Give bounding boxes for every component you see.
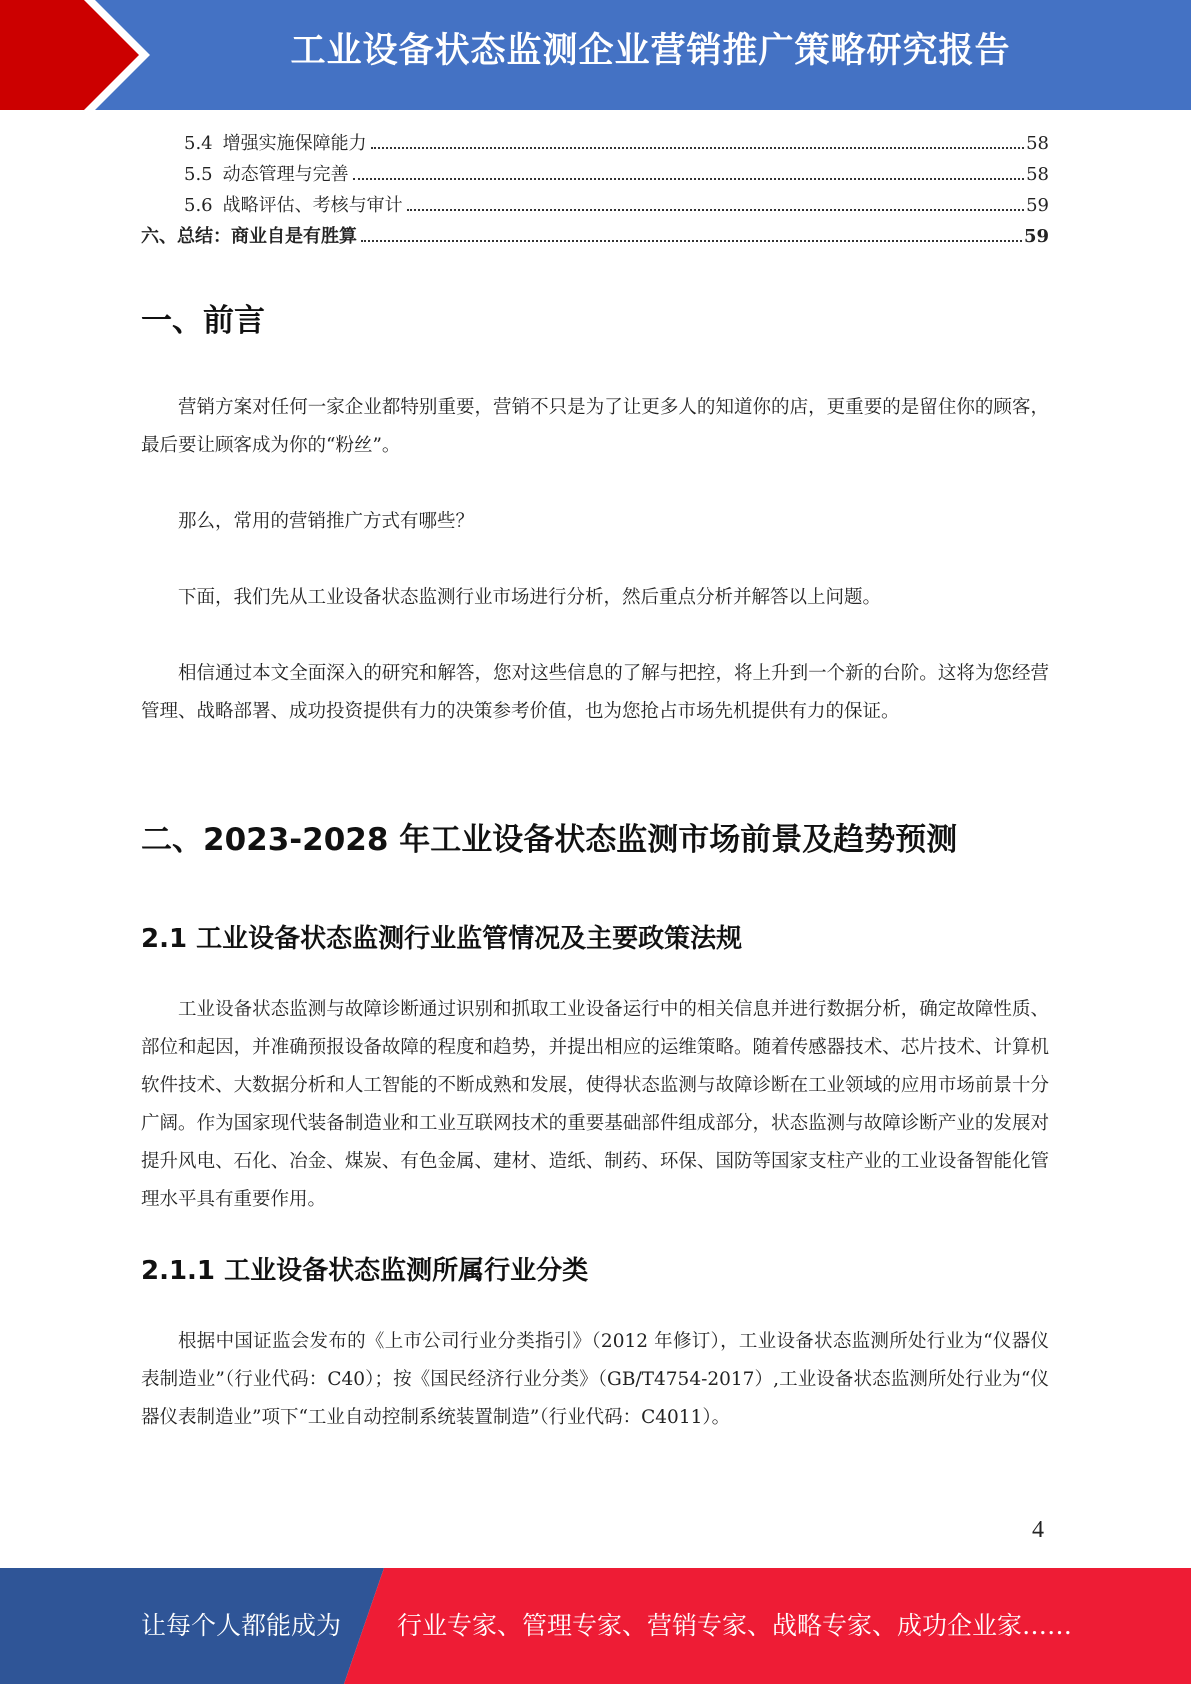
toc-entry-label: 增强实施保障能力 (222, 133, 367, 154)
toc-leader-dots (361, 240, 1022, 242)
page-header (0, 0, 1191, 110)
table-of-contents (141, 128, 1049, 252)
paragraph: 相信通过本文全面深入的研究和解答，您对这些信息的了解与把控，将上升到一个新的台阶。这将为您经营管理、战略部署、成功投资提供有力的决策参考价值，也为您抢占市场先机提供有力的保证。 (141, 663, 1049, 722)
toc-entry-page: 58 (1026, 133, 1049, 154)
paragraph: 那么，常用的营销推广方式有哪些？ (178, 511, 475, 532)
toc-entry[interactable] (141, 128, 1049, 159)
subsection-heading-industry-classification: 2.1.1 工业设备状态监测所属行业分类 (141, 1256, 589, 1286)
toc-entry-number: 5.5 (184, 164, 213, 185)
toc-entry[interactable] (141, 159, 1049, 190)
toc-entry-page: 58 (1026, 164, 1049, 185)
toc-entry-number: 5.4 (184, 133, 213, 154)
toc-entry[interactable] (141, 221, 1049, 252)
paragraph: 营销方案对任何一家企业都特别重要，营销不只是为了让更多人的知道你的店，更重要的是留住你的顾客，最后要让顾客成为你的“粉丝”。 (141, 397, 1049, 456)
paragraph: 工业设备状态监测与故障诊断通过识别和抓取工业设备运行中的相关信息并进行数据分析，确定故障性质、部位和起因，并准确预报设备故障的程度和趋势，并提出相应的运维策略。随着传感器技术、芯片技术、计算机软件技术、大数据分析和人工智能的不断成熟和发展，使得状态监测与故障诊断在工业领域的应用市场前景十分广阔。作为国家现代装备制造业和工业互联网技术的重要基础部件组成部分，状态监测与故障诊断产业的发展对提升风电、石化、冶金、煤炭、有色金属、建材、造纸、制药、环保、国防等国家支柱产业的工业设备智能化管理水平具有重要作用。 (141, 999, 1049, 1210)
toc-entry-number: 5.6 (184, 195, 213, 216)
toc-entry-page: 59 (1026, 195, 1049, 216)
section-heading-preface: 一、前言 (141, 303, 265, 339)
subsection-heading-regulation: 2.1 工业设备状态监测行业监管情况及主要政策法规 (141, 924, 743, 954)
page-number: 4 (1032, 1517, 1044, 1543)
toc-leader-dots (371, 147, 1024, 149)
toc-entry-page: 59 (1023, 226, 1049, 247)
header-red-accent (0, 0, 139, 110)
report-title: 工业设备状态监测企业营销推广策略研究报告 (290, 31, 1011, 71)
page-footer (0, 1568, 1191, 1684)
toc-entry-label: 六、总结：商业自是有胜算 (141, 226, 357, 247)
toc-leader-dots (407, 209, 1024, 211)
paragraph: 根据中国证监会发布的《上市公司行业分类指引》（2012 年修订），工业设备状态监测所处行业为“仪器仪表制造业”（行业代码：C40）；按《国民经济行业分类》（GB/T4754-2017）,工业设备状态监测所处行业为“仪器仪表制造业”项下“工业自动控制系统装置制造”（行业代码：C4011）。 (141, 1331, 1049, 1428)
section-heading-market-outlook: 二、2023-2028 年工业设备状态监测市场前景及趋势预测 (141, 822, 958, 858)
paragraph: 下面，我们先从工业设备状态监测行业市场进行分析，然后重点分析并解答以上问题。 (178, 587, 882, 608)
toc-entry-label: 动态管理与完善 (222, 164, 349, 185)
toc-entry-label: 战略评估、考核与审计 (222, 195, 403, 216)
footer-slogan-right: 行业专家、管理专家、营销专家、战略专家、成功企业家…… (397, 1611, 1073, 1640)
toc-leader-dots (353, 178, 1024, 180)
toc-entry[interactable] (141, 190, 1049, 221)
footer-slogan-left: 让每个人都能成为 (141, 1611, 342, 1640)
